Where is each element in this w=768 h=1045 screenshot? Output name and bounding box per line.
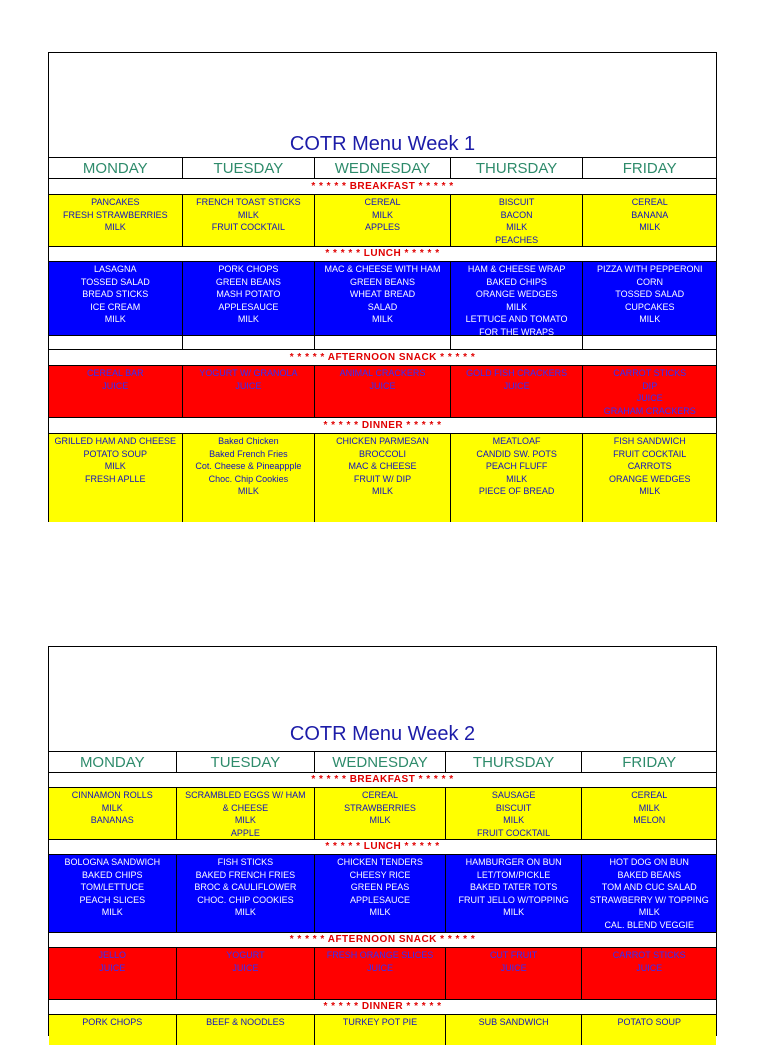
snack-cell [451, 366, 584, 417]
dinner-cell [451, 434, 584, 522]
menu-item: GREEN BEANS [215, 276, 281, 287]
menu-item: CUT FRUIT [489, 950, 538, 960]
menu-item: BREAD STICKS [82, 289, 149, 299]
menu-item: Cot. Cheese & Pineappple [195, 461, 302, 471]
lunch-cell [315, 262, 451, 335]
menu-item: PORK CHOPS [218, 264, 279, 274]
menu-item: MILK [371, 209, 393, 220]
menu-item: BANANA [631, 209, 669, 220]
menu-item: BAKED FRENCH FRIES [195, 869, 296, 880]
dinner-cell [49, 434, 183, 522]
day-monday: MONDAY [49, 752, 177, 772]
menu-item: SCRAMBLED EGGS W/ HAM [185, 790, 306, 800]
snack-cell [583, 366, 716, 417]
menu-item: MILK [506, 301, 528, 312]
menu-item: CUPCAKES [624, 301, 675, 312]
menu-item: MEATLOAF [492, 436, 541, 446]
menu-item: MILK [639, 222, 661, 232]
menu-item: BISCUIT [495, 802, 532, 813]
menu-item: PANCAKES [91, 197, 140, 207]
breakfast-cell [183, 195, 316, 246]
menu-item: JUICE [636, 962, 663, 973]
menu-item: FISH STICKS [217, 857, 274, 867]
menu-item: CHEESY RICE [349, 869, 411, 880]
menu-item: FOR THE WRAPS [479, 326, 555, 335]
menu-item: JUICE [367, 962, 394, 973]
menu-item: GOLD FISH CRACKERS [466, 368, 568, 378]
menu-item: CHICKEN TENDERS [337, 857, 423, 867]
spacer-cell [583, 336, 716, 349]
menu-item: JUICE [99, 962, 126, 973]
menu-title: COTR Menu Week 2 [289, 723, 476, 745]
lunch-cell [49, 855, 177, 932]
menu-item: BANANAS [90, 815, 134, 825]
menu-item: APPLESAUCE [349, 894, 411, 905]
day-thursday: THURSDAY [446, 752, 583, 772]
menu-item: CEREAL [364, 197, 401, 207]
breakfast-label: * * * * * BREAKFAST * * * * * [49, 179, 716, 195]
breakfast-cell [582, 788, 716, 839]
breakfast-cell [49, 788, 177, 839]
menu-item: JUICE [102, 380, 129, 391]
snack-cell [582, 948, 716, 999]
menu-item: MAC & CHEESE WITH HAM [324, 264, 441, 274]
menu-item: TOSSED SALAD [80, 276, 150, 287]
lunch-cell [315, 855, 446, 932]
menu-item: ORANGE WEDGES [475, 289, 558, 299]
menu-item: DIP [642, 380, 658, 391]
dinner-cell [49, 1015, 177, 1045]
spacer-cell [183, 336, 316, 349]
menu-item: SUB SANDWICH [478, 1017, 549, 1027]
menu-item: JUICE [369, 380, 396, 391]
menu-item: LETTUCE AND TOMATO [465, 314, 568, 324]
breakfast-cell [315, 788, 446, 839]
menu-item: FRUIT COCKTAIL [613, 448, 687, 459]
menu-item: MILK [104, 461, 126, 471]
spacer-cell [315, 336, 451, 349]
menu-item: MILK [506, 473, 528, 484]
menu-item: HAMBURGER ON BUN [465, 857, 562, 867]
menu-item: MILK [237, 314, 259, 324]
snack-label: * * * * * AFTERNOON SNACK * * * * * [49, 933, 716, 948]
day-friday: FRIDAY [622, 160, 677, 177]
menu-item: MILK [234, 907, 256, 917]
menu-item: GRAHAM CRACKERS [603, 405, 696, 416]
menu-item: PEACH SLICES [79, 894, 146, 905]
dinner-cell [583, 434, 716, 522]
spacer-cell [49, 336, 183, 349]
menu-item: SALAD [367, 301, 398, 312]
menu-item: SAUSAGE [491, 790, 536, 800]
menu-item: MILK [503, 815, 525, 825]
spacer-cell [451, 336, 584, 349]
dinner-row [49, 434, 716, 522]
breakfast-cell [315, 195, 451, 246]
menu-item: MILK [371, 486, 393, 496]
menu-week-1 [48, 52, 717, 522]
menu-item: ANIMAL CRACKERS [339, 368, 426, 378]
menu-week-2 [48, 646, 717, 1036]
dinner-row [49, 1015, 716, 1045]
menu-item: CEREAL [631, 790, 668, 800]
menu-item: TURKEY POT PIE [342, 1017, 418, 1027]
menu-item: CHICKEN PARMESAN [336, 436, 429, 446]
day-wednesday: WEDNESDAY [315, 752, 446, 772]
menu-item: JUICE [636, 393, 663, 403]
day-thursday: THURSDAY [451, 158, 584, 178]
menu-item: MILK [237, 209, 259, 220]
menu-item: PORK CHOPS [82, 1017, 143, 1027]
menu-item: MILK [101, 802, 123, 813]
day-header-row [49, 157, 716, 179]
menu-item: FRESH APLLE [85, 473, 146, 484]
menu-item: FRUIT W/ DIP [353, 473, 412, 484]
dinner-cell [446, 1015, 583, 1045]
menu-item: ICE CREAM [90, 301, 141, 312]
spacer-row [49, 336, 716, 350]
breakfast-cell [177, 788, 316, 839]
menu-item: FRESH ORANGE SLICES [326, 950, 434, 960]
menu-item: MAC & CHEESE [348, 461, 417, 471]
dinner-cell [177, 1015, 316, 1045]
lunch-cell [177, 855, 316, 932]
menu-item: BAKED BEANS [617, 869, 681, 880]
menu-item: MILK [639, 486, 661, 496]
menu-item: Baked French Fries [209, 448, 288, 459]
menu-item: CHOC. CHIP COOKIES [197, 894, 294, 905]
menu-item: YOGURT W/ GRANOLA [199, 368, 298, 378]
menu-item: MILK [104, 222, 126, 232]
menu-item: LASAGNA [94, 264, 137, 274]
lunch-row [49, 262, 716, 336]
menu-item: POTATO SOUP [83, 448, 148, 459]
menu-item: LET/TOM/PICKLE [476, 869, 551, 880]
snack-cell [177, 948, 316, 999]
menu-item: STRAWBERRIES [344, 802, 416, 813]
day-tuesday: TUESDAY [183, 158, 316, 178]
menu-item: & CHEESE [222, 802, 269, 813]
menu-item: TOSSED SALAD [615, 289, 685, 299]
menu-item: JUICE [503, 380, 530, 391]
menu-item: CARROTS [627, 461, 672, 471]
menu-item: FRUIT COCKTAIL [477, 827, 551, 838]
menu-item: FRUIT COCKTAIL [211, 222, 285, 232]
snack-row [49, 366, 716, 418]
menu-item: BOLOGNA SANDWICH [64, 857, 161, 867]
menu-item: BAKED CHIPS [486, 276, 547, 287]
menu-item: ORANGE WEDGES [608, 473, 691, 484]
menu-item: BROC & CAULIFLOWER [194, 882, 297, 892]
dinner-cell [315, 434, 451, 522]
snack-row [49, 948, 716, 1000]
menu-item: CEREAL [362, 790, 399, 800]
menu-item: BAKED CHIPS [82, 869, 143, 880]
menu-item: BISCUIT [498, 197, 535, 207]
day-wednesday: WEDNESDAY [315, 158, 451, 178]
menu-item: JELLO [98, 950, 127, 960]
menu-item: GREEN PEAS [350, 882, 410, 892]
dinner-cell [183, 434, 316, 522]
menu-item: BACON [500, 209, 533, 220]
lunch-row [49, 855, 716, 933]
menu-item: STRAWBERRY W/ TOPPING [589, 894, 709, 905]
snack-cell [183, 366, 316, 417]
menu-item: MILK [639, 314, 661, 324]
menu-item: MILK [234, 815, 256, 825]
lunch-label: * * * * * LUNCH * * * * * [49, 840, 716, 855]
menu-item: MILK [237, 486, 259, 496]
breakfast-label: * * * * * BREAKFAST * * * * * [49, 773, 716, 788]
breakfast-row [49, 195, 716, 247]
menu-item: MASH POTATO [216, 289, 281, 299]
menu-item: JUICE [235, 380, 262, 391]
snack-cell [49, 366, 183, 417]
menu-item: FRUIT JELLO W/TOPPING [458, 894, 569, 905]
day-tuesday: TUESDAY [177, 752, 316, 772]
menu-item: CEREAL BAR [86, 368, 144, 378]
menu-item: Choc. Chip Cookies [208, 473, 289, 484]
day-friday: FRIDAY [622, 754, 677, 771]
menu-item: BAKED TATER TOTS [470, 882, 558, 892]
menu-item: HOT DOG ON BUN [609, 857, 689, 867]
lunch-cell [582, 855, 716, 932]
menu-item: FRESH STRAWBERRIES [62, 209, 168, 220]
menu-item: POTATO SOUP [617, 1017, 681, 1027]
lunch-label: * * * * * LUNCH * * * * * [49, 247, 716, 262]
menu-item: GREEN BEANS [349, 276, 416, 287]
menu-item: MILK [369, 815, 391, 825]
menu-item: CEREAL [631, 197, 668, 207]
menu-item: CARROT STICKS [612, 950, 686, 960]
menu-item: CANDID SW. POTS [476, 448, 557, 459]
menu-item: BROCCOLI [358, 448, 406, 459]
breakfast-cell [583, 195, 716, 246]
menu-item: MILK [104, 314, 126, 324]
snack-cell [315, 948, 446, 999]
menu-item: APPLES [364, 222, 401, 232]
lunch-cell [583, 262, 716, 335]
menu-item: TOM AND CUC SALAD [601, 882, 697, 892]
snack-cell [49, 948, 177, 999]
menu-item: PIZZA WITH PEPPERONI [596, 264, 703, 274]
menu-item: YOGURT [226, 950, 265, 960]
dinner-cell [582, 1015, 716, 1045]
menu-item: MILK [101, 907, 123, 917]
menu-item: BEEF & NOODLES [206, 1017, 285, 1027]
menu-item: TOM/LETTUCE [80, 882, 144, 892]
snack-cell [446, 948, 583, 999]
breakfast-cell [446, 788, 583, 839]
menu-item: CORN [636, 276, 663, 287]
dinner-cell [315, 1015, 446, 1045]
menu-item: WHEAT BREAD [349, 289, 416, 299]
day-monday: MONDAY [49, 158, 183, 178]
lunch-cell [49, 262, 183, 335]
snack-label: * * * * * AFTERNOON SNACK * * * * * [49, 350, 716, 366]
menu-item: CARROT STICKS [613, 368, 687, 378]
menu-item: APPLE [230, 827, 260, 838]
menu-item: MILK [371, 314, 393, 324]
lunch-cell [183, 262, 316, 335]
menu-item: MILK [506, 222, 528, 232]
menu-item: APPLESAUCE [218, 301, 279, 312]
menu-item: CINNAMON ROLLS [71, 790, 153, 800]
menu-item: PEACHES [495, 234, 539, 245]
menu-title: COTR Menu Week 1 [289, 133, 476, 155]
menu-item: FRENCH TOAST STICKS [196, 197, 301, 207]
menu-item: GRILLED HAM AND CHEESE [54, 436, 177, 446]
menu-item: Baked Chicken [218, 436, 279, 446]
menu-item: MILK [638, 907, 660, 917]
dinner-label: * * * * * DINNER * * * * * [49, 418, 716, 434]
menu-item: JUICE [500, 962, 527, 973]
menu-item: MELON [633, 815, 666, 825]
menu-item: PEACH FLUFF [485, 461, 548, 471]
lunch-cell [451, 262, 584, 335]
snack-cell [315, 366, 451, 417]
menu-item: MILK [503, 907, 525, 917]
menu-item: HAM & CHEESE WRAP [467, 264, 566, 274]
menu-item: PIECE OF BREAD [478, 486, 555, 496]
menu-item: CAL. BLEND VEGGIE [604, 919, 694, 930]
menu-item: FISH SANDWICH [613, 436, 686, 446]
menu-item: JUICE [232, 962, 259, 973]
day-header-row [49, 751, 716, 773]
lunch-cell [446, 855, 583, 932]
menu-item: MILK [638, 802, 660, 813]
breakfast-cell [49, 195, 183, 246]
breakfast-cell [451, 195, 584, 246]
menu-item: MILK [369, 907, 391, 917]
breakfast-row [49, 788, 716, 840]
dinner-label: * * * * * DINNER * * * * * [49, 1000, 716, 1015]
